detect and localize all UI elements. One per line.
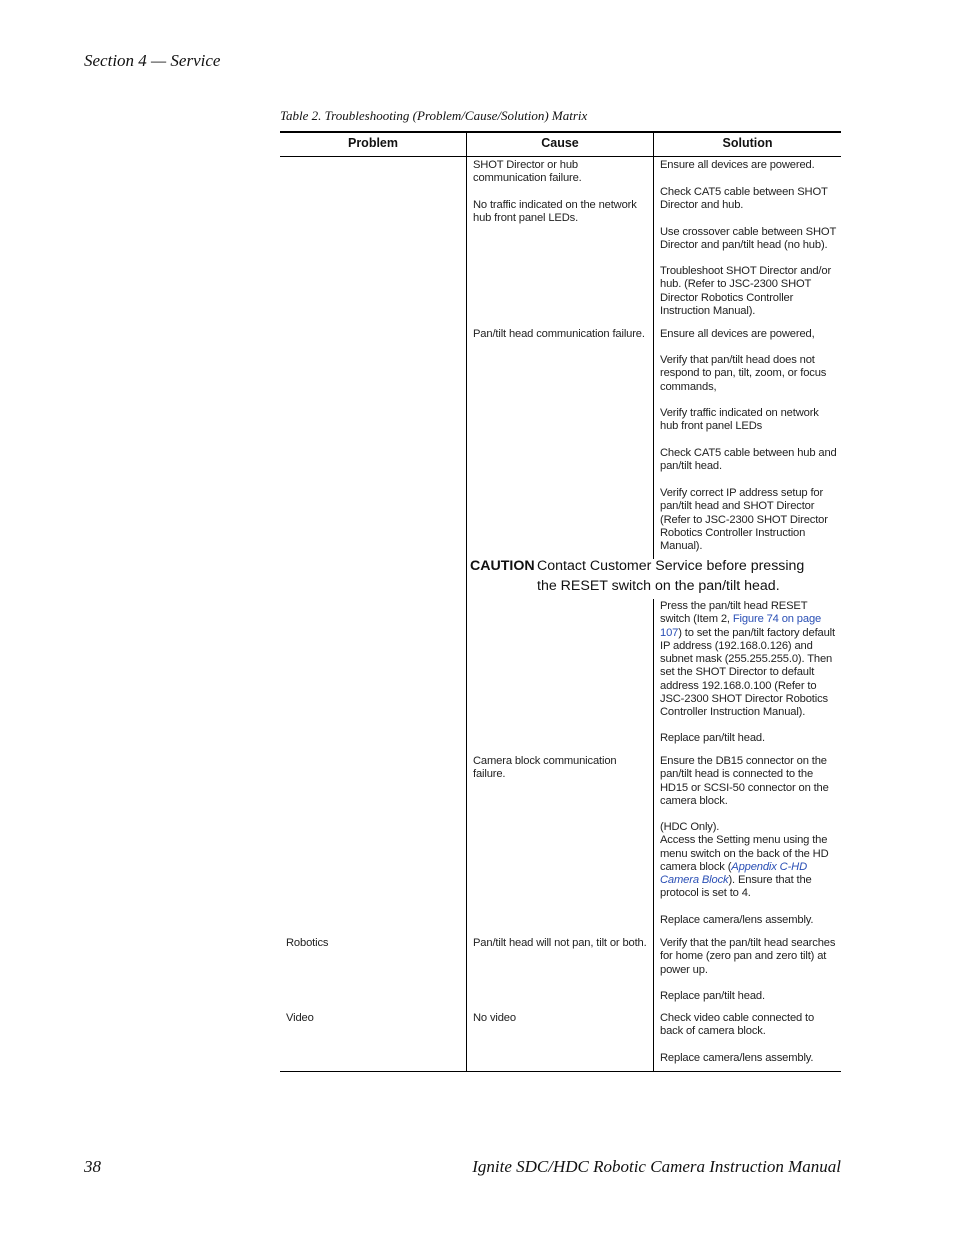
cause-pan-tilt-failure: Pan/tilt head communication failure.: [473, 328, 645, 340]
solution-text: Ensure the DB15 connector on the pan/tilt head is connected to the HD15 or SCSI-50 connector on the camera block.: [660, 755, 829, 807]
reset-text-after: ) to set the pan/tilt factory default IP address (192.168.0.126) and subnet mask (255.255.255.0). Then set the SHOT Director to default address 192.168.0.100 (Refer to JSC-2300 SHOT Director Robotics Controller Instruction Manual).: [660, 626, 835, 719]
column-divider-1: [466, 133, 467, 1071]
table-caption: Table 2. Troubleshooting (Problem/Cause/Solution) Matrix: [280, 108, 588, 123]
solution-text: Verify that pan/tilt head does not respond to pan, tilt, zoom, or focus commands,: [660, 354, 827, 393]
column-divider-2-upper: [653, 133, 654, 559]
column-header-solution: Solution: [722, 136, 773, 150]
column-header-cause: Cause: [541, 136, 579, 150]
solution-reset-instructions: [660, 600, 838, 720]
cause-no-video: No video: [473, 1012, 516, 1024]
header-rule: [280, 156, 841, 157]
solution-text: Replace camera/lens assembly.: [660, 914, 814, 926]
cause-shot-director-failure: SHOT Director or hub communication failure.: [473, 159, 582, 185]
hdc-text-after: ). Ensure that the protocol is set to 4.: [660, 874, 812, 900]
solution-text: Check CAT5 cable between hub and pan/tilt head.: [660, 447, 837, 473]
solution-text: Replace camera/lens assembly.: [660, 1052, 814, 1064]
solution-text: Verify correct IP address setup for pan/tilt head and SHOT Director (Refer to JSC-2300 SHOT Director Robotics Controller Instruction Manual).: [660, 487, 828, 553]
section-header: Section 4 — Service: [84, 51, 221, 70]
solution-text: Check CAT5 cable between SHOT Director and hub.: [660, 186, 828, 212]
column-header-problem: Problem: [347, 136, 398, 150]
manual-title: Ignite SDC/HDC Robotic Camera Instruction Manual: [472, 1157, 841, 1176]
solution-text: Replace pan/tilt head.: [660, 732, 765, 744]
cause-camera-block-failure: Camera block communication failure.: [473, 755, 617, 781]
solution-hdc-protocol: [660, 821, 838, 901]
column-divider-2-lower: [653, 599, 654, 1071]
hdc-only-label: (HDC Only).: [660, 821, 720, 833]
reset-text-before: Press the pan/tilt head RESET switch (Item 2,: [660, 600, 808, 626]
solution-text: Ensure all devices are powered.: [660, 159, 815, 171]
problem-robotics: Robotics: [286, 937, 329, 949]
solution-text: Verify that the pan/tilt head searches for home (zero pan and zero tilt) at power up.: [660, 937, 836, 976]
caution-text: Contact Customer Service before pressing the RESET switch on the pan/tilt head.: [537, 558, 805, 594]
solution-text: Replace pan/tilt head.: [660, 990, 765, 1002]
solution-text: Troubleshoot SHOT Director and/or hub. (Refer to JSC-2300 SHOT Director Robotics Controller Instruction Manual).: [660, 265, 832, 317]
cause-pan-tilt-no-move: Pan/tilt head will not pan, tilt or both.: [473, 937, 647, 949]
cause-no-traffic: No traffic indicated on the network hub front panel LEDs.: [473, 199, 637, 225]
page-number: 38: [84, 1157, 101, 1176]
hdc-text-before: Access the Setting menu using the menu switch on the back of the HD camera block (: [660, 834, 829, 873]
solution-text: Ensure all devices are powered,: [660, 328, 815, 340]
appendix-c-link[interactable]: Appendix C-HD Camera Block: [660, 860, 808, 887]
caution-label: CAUTION: [470, 558, 535, 574]
solution-text: Use crossover cable between SHOT Director and pan/tilt head (no hub).: [660, 226, 836, 252]
solution-text: Verify traffic indicated on network hub front panel LEDs: [660, 407, 819, 433]
problem-video: Video: [286, 1012, 314, 1024]
figure-74-link[interactable]: Figure 74 on page 107: [660, 613, 822, 639]
solution-text: Check video cable connected to back of camera block.: [660, 1012, 815, 1038]
